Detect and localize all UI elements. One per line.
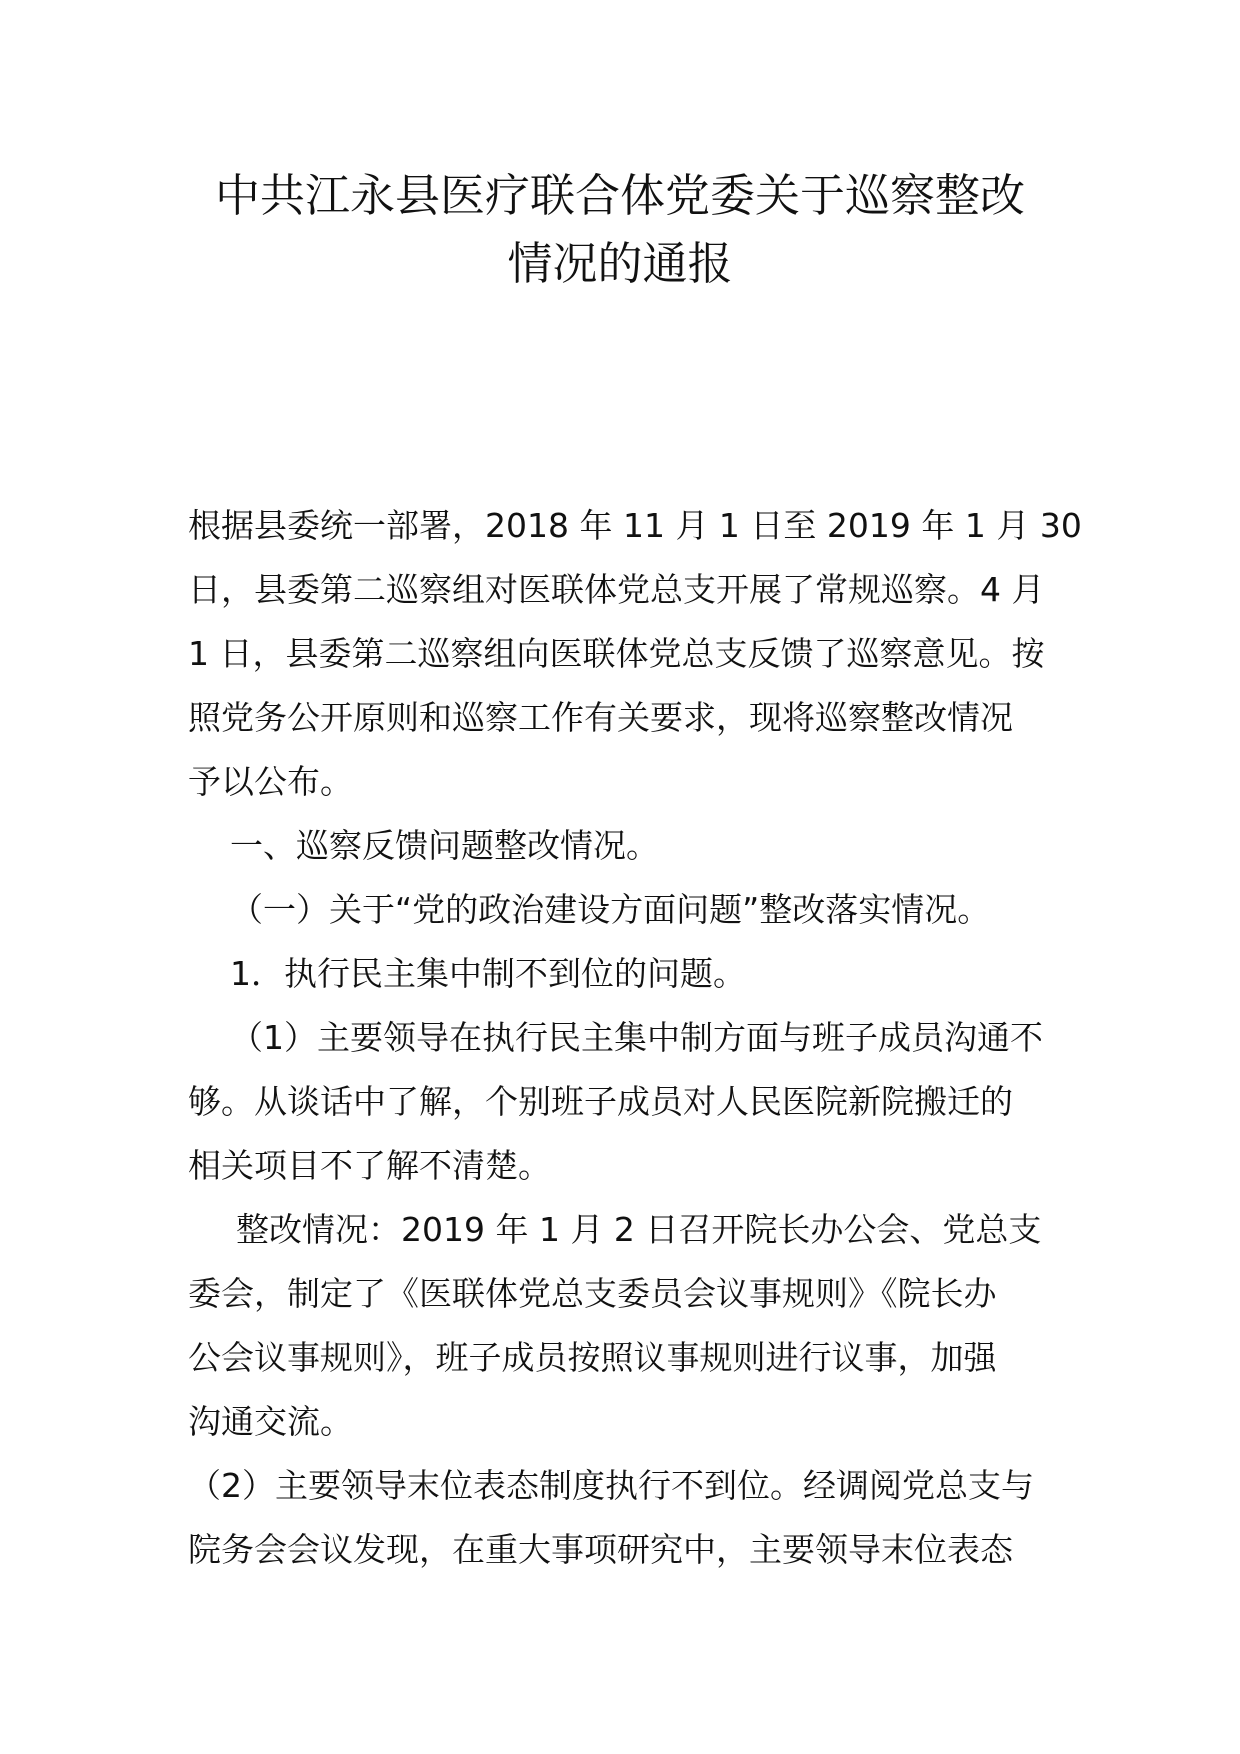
issue-2-line-2: 院务会会议发现，在重大事项研究中，主要领导末位表态 [188,1530,1013,1569]
issue-2-line-1: （2）主要领导末位表态制度执行不到位。经调阅党总支与 [188,1466,1034,1505]
item-heading-1: 1．执行民主集中制不到位的问题。 [230,954,746,993]
rectification-paragraph-1 [188,1198,1058,1454]
rectification-1-line-3: 公会议事规则》，班子成员按照议事规则进行议事，加强 [188,1338,997,1377]
document-body [188,494,1082,1582]
title-line-2: 情况的通报 [507,237,733,290]
title-line-1: 中共江永县医疗联合体党委关于巡察整改 [214,169,1025,222]
intro-line-5: 予以公布。 [188,762,353,801]
section-heading-1: 一、巡察反馈问题整改情况。 [230,826,659,865]
document-title [150,162,1090,298]
issue-1-line-3: 相关项目不了解不清楚。 [188,1146,551,1185]
intro-line-1: 根据县委统一部署，2018 年 11 月 1 日至 2019 年 1 月 30 [188,506,1082,545]
issue-1-line-2: 够。从谈话中了解，个别班子成员对人民医院新院搬迁的 [188,1082,1013,1121]
issue-1-line-1: （1）主要领导在执行民主集中制方面与班子成员沟通不 [230,1018,1043,1057]
intro-paragraph [188,494,1082,814]
rectification-1-line-2: 委会，制定了《医联体党总支委员会议事规则》《院长办 [188,1274,997,1313]
intro-line-2: 日，县委第二巡察组对医联体党总支开展了常规巡察。4 月 [188,570,1045,609]
intro-line-3: 1 日，县委第二巡察组向医联体党总支反馈了巡察意见。按 [188,634,1045,673]
issue-paragraph-1 [188,1006,1058,1198]
rectification-1-line-4: 沟通交流。 [188,1402,353,1441]
rectification-1-line-1: 整改情况：2019 年 1 月 2 日召开院长办公会、党总支 [236,1210,1042,1249]
subsection-heading-1: （一）关于“党的政治建设方面问题”整改落实情况。 [230,890,991,929]
intro-line-4: 照党务公开原则和巡察工作有关要求，现将巡察整改情况 [188,698,1013,737]
issue-paragraph-2 [188,1454,1058,1582]
